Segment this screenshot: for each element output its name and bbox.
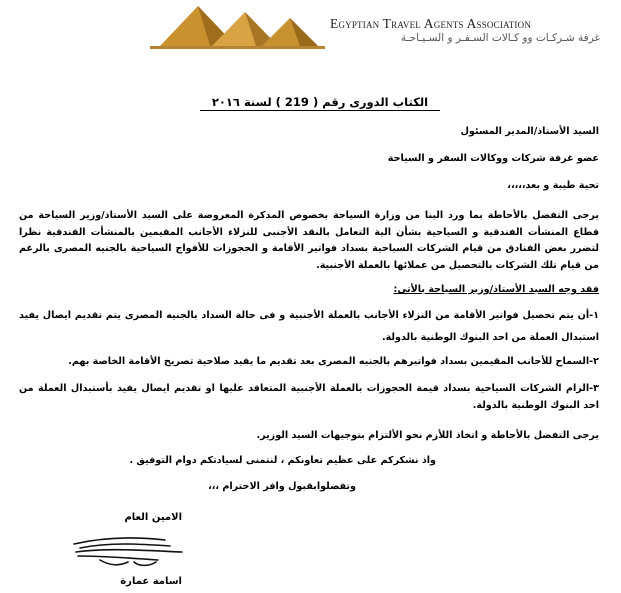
point-1: ١-أن يتم تحصيل فواتير الأقامة من النزلاء الأجانب بالعملة الأجنبية و فى حالة السداد بالجنيه المصرى يتم تقديم ايصال يفيد استبدال العملة من احد البنوك الوطنية بالدولة. <box>19 310 599 343</box>
handwritten-signature <box>70 532 190 572</box>
closing-line-3: وتفضلوابقبول وافر الاحترام ،،، <box>208 481 356 492</box>
point-2: ٢-السماح للأجانب المقيمين بسداد فواتيرهم بالجنيه المصرى بعد تقديم ما يفيد صلاحية تصريح الأقامة الخاصة بهم. <box>68 356 599 367</box>
circular-title: الكتاب الدورى رقم ( 219 ) لسنة ٢٠١٦ <box>200 95 440 111</box>
recipient-line-1: السيد الأستاذ/المدير المسئول <box>460 126 599 137</box>
approval-intro: فقد وجه السيد الأستاذ/وزير السياحة بالأتى: <box>393 284 599 295</box>
org-name-arabic: غرفة شـركـات وو كـالات السـفـر و السـيـاحـة <box>400 32 600 44</box>
pyramids-logo <box>150 2 325 50</box>
org-name-english: Egyptian Travel Agents Association <box>330 16 532 31</box>
point-3: ٣-الزام الشركات السياحية بسداد قيمة الحجوزات بالعملة الأجنبية المتعاقد عليها او تقديم ايصال يفيد بأستبدال العملة من احد البنوك الوطنية بالدولة. <box>19 383 599 411</box>
signature-title: الامين العام <box>124 512 182 523</box>
closing-line-2: واذ نشكركم على عظيم تعاونكم ، لنتمنى لسيادتكم دوام التوفيق . <box>129 455 436 466</box>
recipient-line-2: عضو غرفة شركات ووكالات السفر و السياحة <box>387 153 599 164</box>
signature-name: اسامة عمارة <box>120 576 182 587</box>
closing-line-1: يرجى التفضل بالأحاطة و اتخاذ اللأزم نحو الألتزام بتوجيهات السيد الوزير. <box>256 430 599 441</box>
intro-paragraph: يرجى التفضل بالأحاطة بما ورد الينا من وزارة السياحة بخصوص المذكرة المعروضة على السيد الأستاذ/وزير السياحة من قطاع المنشأت الفندقية و السياحية بشأن الية التعامل بالنقد الأجنبى للنزلاء الأجانب المقيمين بالمنشأت الفندقية نظرا لتضرر بعض الفنادق من قيام الشركات السياحية بسداد فواتير الأقامة و الحجوزات للأفواج السياحية بالجنيه المصرى بالرغم من قيام تلك الشركات بالتحصيل من عملائها بالعملة الأجنبية. <box>19 210 599 271</box>
greeting: تحية طيبة و بعد،،،،، <box>507 180 599 191</box>
